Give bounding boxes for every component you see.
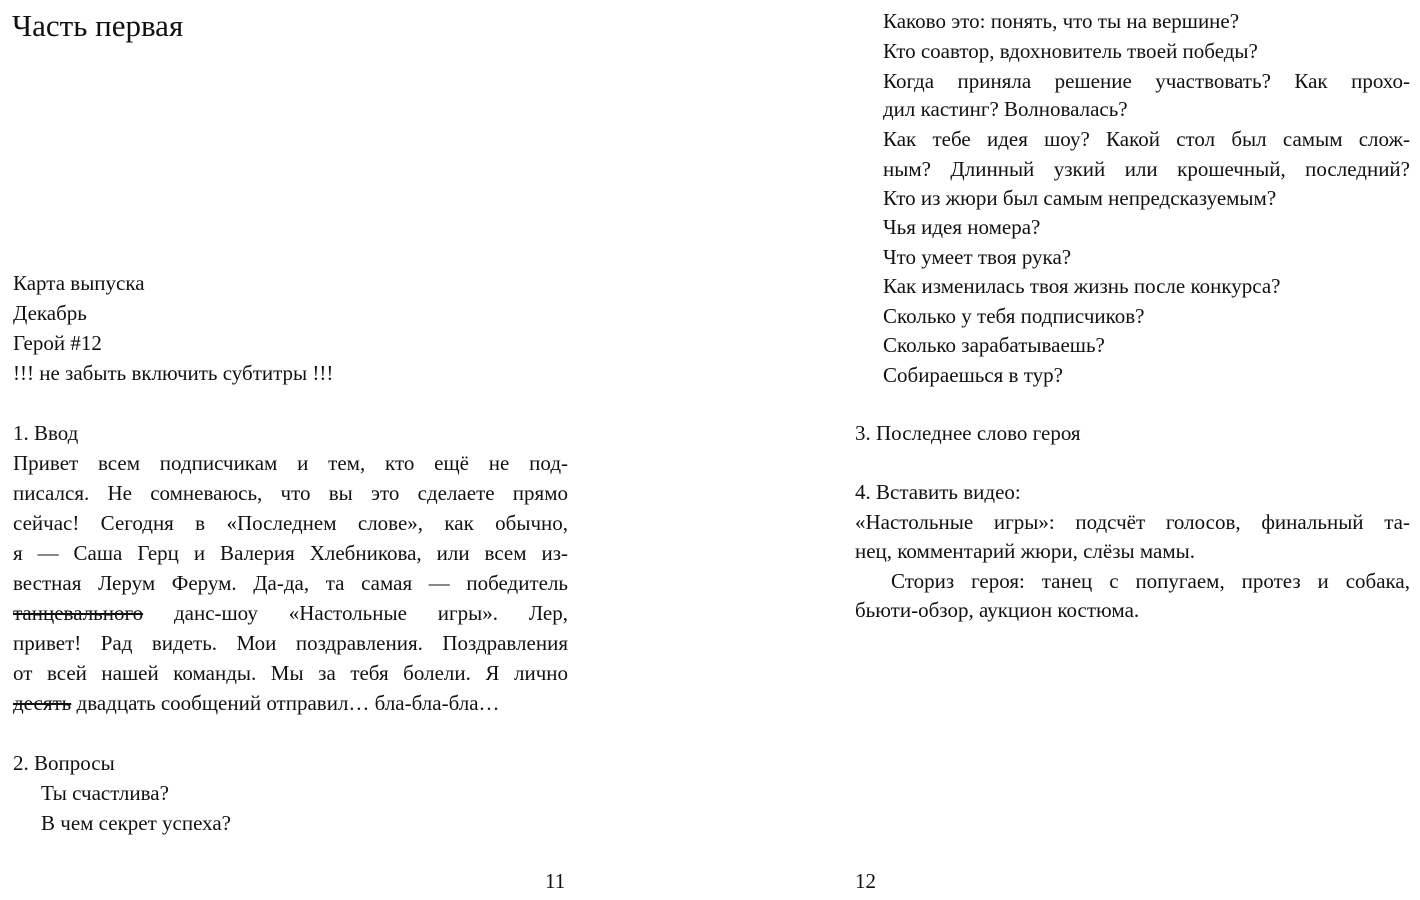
question-line: Как изменилась твоя жизнь после конкурса? (883, 274, 1281, 298)
question-line: В чем секрет успеха? (41, 811, 231, 835)
question-line: ным? Длинный узкий или крошечный, последний? (883, 157, 1410, 181)
question-line: Кто из жюри был самым непредсказуемым? (883, 186, 1277, 210)
line-rest: данс-шоу «Настольные игры». Лер, (143, 601, 568, 625)
question-line: Каково это: понять, что ты на вершине? (883, 9, 1240, 33)
left-page (0, 0, 590, 900)
body-line: «Настольные игры»: подсчёт голосов, финальный та- (855, 510, 1410, 534)
question-line: Когда приняла решение участвовать? Как прохо- (883, 69, 1410, 93)
page-number: 11 (545, 869, 566, 893)
header-line: !!! не забыть включить субтитры !!! (13, 361, 334, 385)
header-line: Декабрь (13, 301, 87, 325)
right-page (840, 0, 1420, 900)
body-line: писался. Не сомневаюсь, что вы это сделаете прямо (13, 481, 568, 505)
question-line: дил кастинг? Волновалась? (883, 97, 1128, 121)
question-line: Что умеет твоя рука? (883, 245, 1072, 269)
question-line: Сколько зарабатываешь? (883, 333, 1105, 357)
question-line: Чья идея номера? (883, 215, 1041, 239)
body-line: Привет всем подписчикам и тем, кто ещё не под- (13, 451, 568, 475)
body-line: Сториз героя: танец с попугаем, протез и собака, (891, 569, 1410, 593)
body-line: я — Саша Герц и Валерия Хлебникова, или всем из- (13, 541, 568, 565)
struck-word: десять (13, 691, 72, 715)
chapter-title: Часть первая (12, 8, 184, 43)
body-line: вестная Лерум Ферум. Да-да, та самая — победитель (13, 571, 568, 595)
header-line: Карта выпуска (13, 271, 145, 295)
body-line: сейчас! Сегодня в «Последнем слове», как обычно, (13, 511, 568, 535)
question-line: Ты счастлива? (41, 781, 169, 805)
section-heading: 1. Ввод (13, 421, 79, 445)
body-line: бьюти-обзор, аукцион костюма. (855, 598, 1140, 622)
question-line: Как тебе идея шоу? Какой стол был самым слож- (883, 127, 1410, 151)
header-line: Герой #12 (13, 331, 102, 355)
question-line: Собираешься в тур? (883, 363, 1063, 387)
body-line (13, 598, 568, 628)
body-line: от всей нашей команды. Мы за тебя болели. Я лично (13, 661, 568, 685)
struck-word: танцевального (13, 601, 144, 625)
section-heading: 2. Вопросы (13, 751, 115, 775)
body-line: привет! Рад видеть. Мои поздравления. Поздравления (13, 631, 568, 655)
question-line: Сколько у тебя подписчиков? (883, 304, 1145, 328)
question-line: Кто соавтор, вдохновитель твоей победы? (883, 39, 1258, 63)
body-line: нец, комментарий жюри, слёзы мамы. (855, 539, 1195, 563)
section-heading: 4. Вставить видео: (855, 480, 1021, 504)
body-line (13, 688, 500, 718)
page-number: 12 (855, 869, 876, 893)
line-rest: двадцать сообщений отправил… бла-бла-бла… (71, 691, 500, 715)
section-heading: 3. Последнее слово героя (855, 421, 1081, 445)
